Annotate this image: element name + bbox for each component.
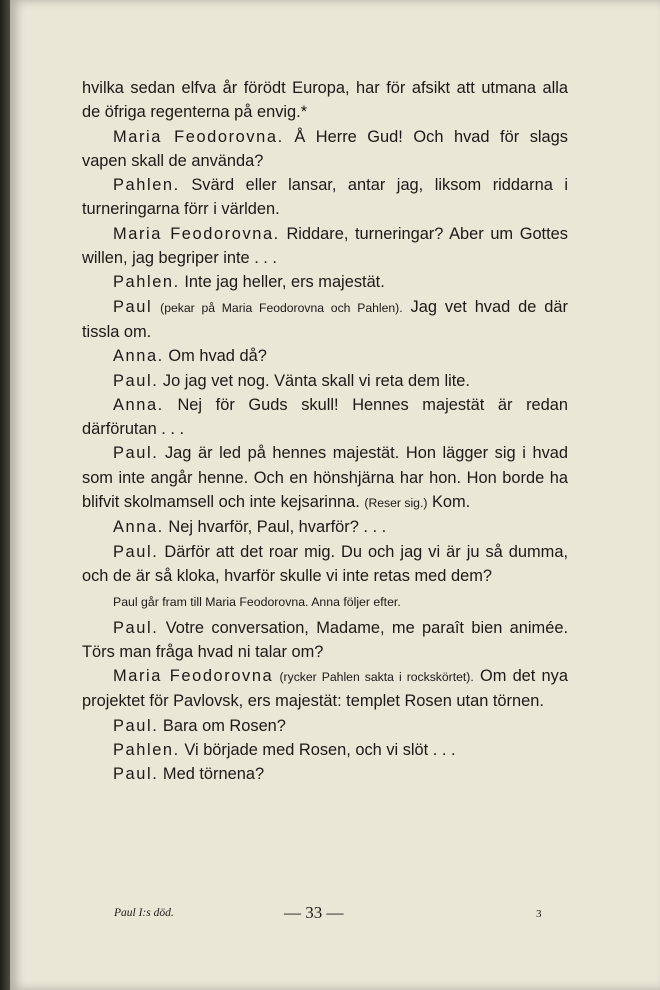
speaker: Paul. [113, 371, 159, 390]
paragraph: Maria Feodorovna (rycker Pahlen sakta i rockskörtet). Om det nya projektet för Pavlovsk, ers majestät: templet Rosen utan törnen. [82, 667, 568, 711]
paragraph: Maria Feodorovna. Å Herre Gud! Och hvad för slags vapen skall de använda? [82, 127, 568, 170]
paragraph: Paul. Med törnena? [113, 765, 265, 784]
stage-direction: (pekar på Maria Feodorovna och Pahlen). [160, 300, 403, 315]
page-text [82, 76, 568, 787]
paragraph: Paul. Jag är led på hennes majestät. Hon lägger sig i hvad som inte angår henne. Och en hönshjärna har hon. Hon borde ha blifvit skolmamsell och inte kejsarinna. (Reser sig.) Kom. [82, 444, 568, 512]
speaker: Anna. [113, 518, 164, 537]
paragraph: Maria Feodorovna. Riddare, turneringar? Aber um Gottes willen, jag begriper inte . . . [82, 224, 568, 268]
paragraph: Paul. Bara om Rosen? [113, 716, 286, 735]
stage-direction: (rycker Pahlen sakta i rockskörtet). [279, 670, 474, 685]
speaker: Paul. [113, 618, 159, 637]
book-spine [0, 0, 10, 990]
speaker: Anna. [113, 347, 164, 366]
stage-direction-line: Paul går fram till Maria Feodorovna. Anna följer efter. [113, 595, 401, 610]
speaker: Paul. [113, 765, 159, 784]
paragraph: Pahlen. Vi började med Rosen, och vi slöt . . . [113, 741, 456, 760]
paragraph: Paul. Därför att det roar mig. Du och jag vi är ju så dumma, och de är så kloka, hvarför skulle vi inte retas med dem? [82, 542, 568, 585]
paragraph: hvilka sedan elfva år förödt Europa, har för afsikt att utmana alla de öfriga regenterna på envig.* [82, 79, 568, 122]
speaker: Anna. [113, 395, 164, 414]
paragraph: Paul (pekar på Maria Feodorovna och Pahlen). Jag vet hvad de där tissla om. [82, 297, 569, 341]
page-number: — 33 — [284, 903, 344, 922]
speaker: Maria Feodorovna. [113, 127, 284, 146]
speaker: Paul [113, 297, 153, 316]
speaker: Pahlen. [113, 176, 180, 195]
paragraph: Pahlen. Inte jag heller, ers majestät. [113, 273, 385, 292]
paragraph: Anna. Nej för Guds skull! Hennes majestät är redan därförutan . . . [82, 395, 568, 439]
speaker: Maria Feodorovna [113, 667, 274, 686]
speaker: Pahlen. [113, 741, 180, 760]
page-footer [0, 903, 660, 927]
speaker: Pahlen. [113, 273, 180, 292]
paragraph: Anna. Om hvad då? [113, 347, 267, 366]
speaker: Paul. [113, 716, 159, 735]
running-title: Paul I:s död. [114, 907, 174, 919]
speaker: Paul. [113, 444, 159, 463]
signature-mark: 3 [536, 908, 542, 920]
stage-direction: (Reser sig.) [364, 496, 428, 511]
paragraph: Anna. Nej hvarför, Paul, hvarför? . . . [113, 518, 387, 537]
speaker: Paul. [113, 542, 159, 561]
speaker: Maria Feodorovna. [113, 224, 280, 243]
paragraph: Paul. Votre conversation, Madame, me paraît bien animée. Törs man fråga hvad ni talar om? [82, 618, 568, 661]
paragraph: Pahlen. Svärd eller lansar, antar jag, liksom riddarna i turneringarna förr i världen. [82, 176, 568, 219]
paragraph: Paul. Jo jag vet nog. Vänta skall vi reta dem lite. [113, 371, 470, 390]
